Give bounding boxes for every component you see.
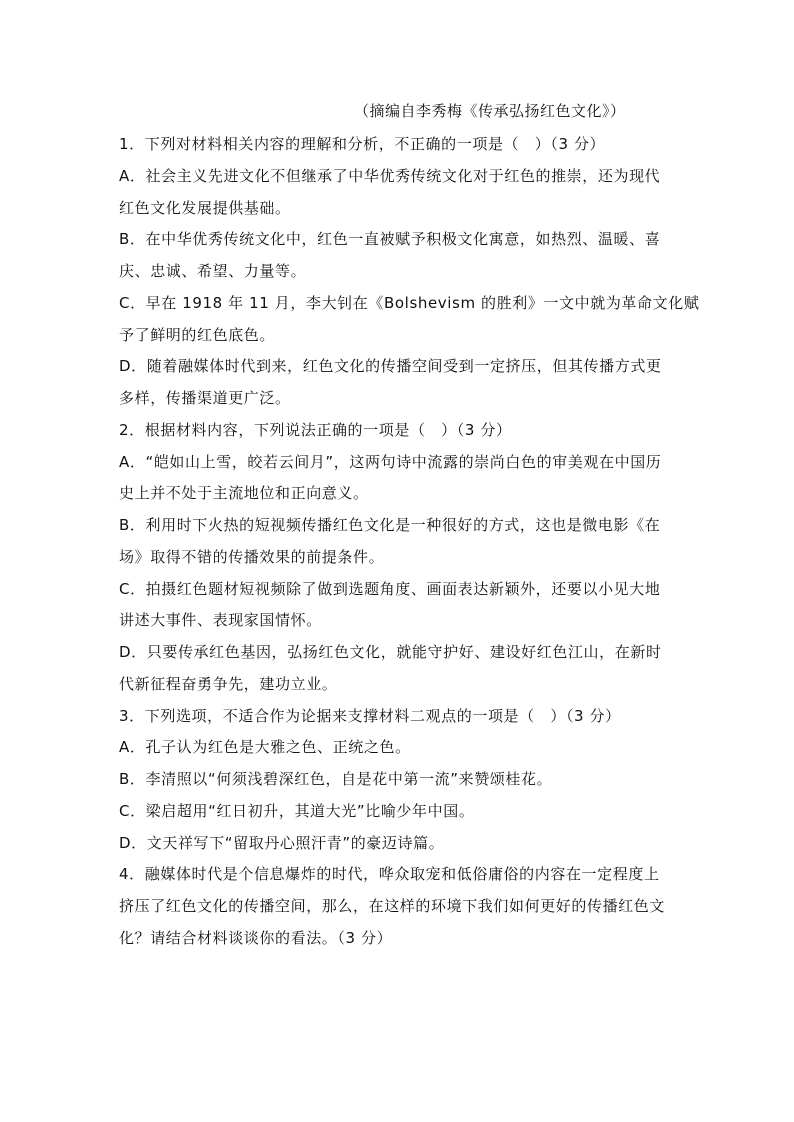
question-1-option-b-cont: 庆、忠诚、希望、力量等。 [119, 262, 307, 280]
question-2-option-a: A．“皑如山上雪，皎若云间月”，这两句诗中流露的崇尚白色的审美观在中国历 [119, 452, 662, 471]
question-2-option-d: D．只要传承红色基因，弘扬红色文化，就能守护好、建设好红色江山，在新时 [119, 643, 662, 661]
question-1-option-c: C．早在 1918 年 11 月，李大钊在《Bolshevism 的胜利》一文中就为革命文化赋 [119, 293, 700, 312]
source-citation: （摘编自李秀梅《传承弘扬红色文化》） [354, 102, 626, 120]
question-2-option-a-cont: 史上并不处于主流地位和正向意义。 [119, 484, 369, 503]
question-3-option-a: A．孔子认为红色是大雅之色、正统之色。 [119, 738, 411, 757]
question-3-option-c: C．梁启超用“红日初升，其道大光”比喻少年中国。 [119, 801, 475, 820]
question-3-stem: 3．下列选项，不适合作为论据来支撑材料二观点的一项是（ ）（3 分） [119, 706, 621, 725]
question-1-option-a-cont: 红色文化发展提供基础。 [119, 198, 291, 217]
question-2-option-c: C．拍摄红色题材短视频除了做到选题角度、画面表达新颖外，还要以小见大地 [119, 579, 661, 598]
question-1-option-d-cont: 多样，传播渠道更广泛。 [119, 389, 291, 407]
question-2-option-b: B．利用时下火热的短视频传播红色文化是一种很好的方式，这也是微电影《在 [119, 516, 661, 534]
question-4-stem: 4．融媒体时代是个信息爆炸的时代，哗众取宠和低俗庸俗的内容在一定程度上 [119, 865, 660, 884]
question-3-option-b: B．李清照以“何须浅碧深红色，自是花中第一流”来赞颂桂花。 [119, 770, 553, 788]
question-1-option-b: B．在中华优秀传统文化中，红色一直被赋予积极文化寓意，如热烈、温暖、喜 [119, 230, 661, 249]
question-2-option-d-cont: 代新征程奋勇争先，建功立业。 [119, 674, 338, 693]
question-1-option-c-cont: 予了鲜明的红色底色。 [119, 325, 276, 344]
question-3-option-d: D．文天祥写下“留取丹心照汗青”的豪迈诗篇。 [119, 833, 445, 852]
question-2-stem: 2．根据材料内容，下列说法正确的一项是（ ）（3 分） [119, 420, 512, 439]
question-2-option-b-cont: 场》取得不错的传播效果的前提条件。 [119, 547, 385, 566]
question-content [119, 129, 700, 955]
question-1-option-d: D．随着融媒体时代到来，红色文化的传播空间受到一定挤压，但其传播方式更 [119, 357, 662, 376]
question-1-stem: 1．下列对材料相关内容的理解和分析，不正确的一项是（ ）（3 分） [119, 135, 606, 153]
question-4-stem-cont-1: 挤压了红色文化的传播空间，那么，在这样的环境下我们如何更好的传播红色文 [119, 897, 666, 915]
question-2-option-c-cont: 讲述大事件、表现家国情怀。 [119, 611, 322, 630]
question-4-stem-cont-2: 化？请结合材料谈谈你的看法。（3 分） [119, 928, 393, 947]
question-1-option-a: A．社会主义先进文化不但继承了中华优秀传统文化对于红色的推崇，还为现代 [119, 166, 661, 185]
